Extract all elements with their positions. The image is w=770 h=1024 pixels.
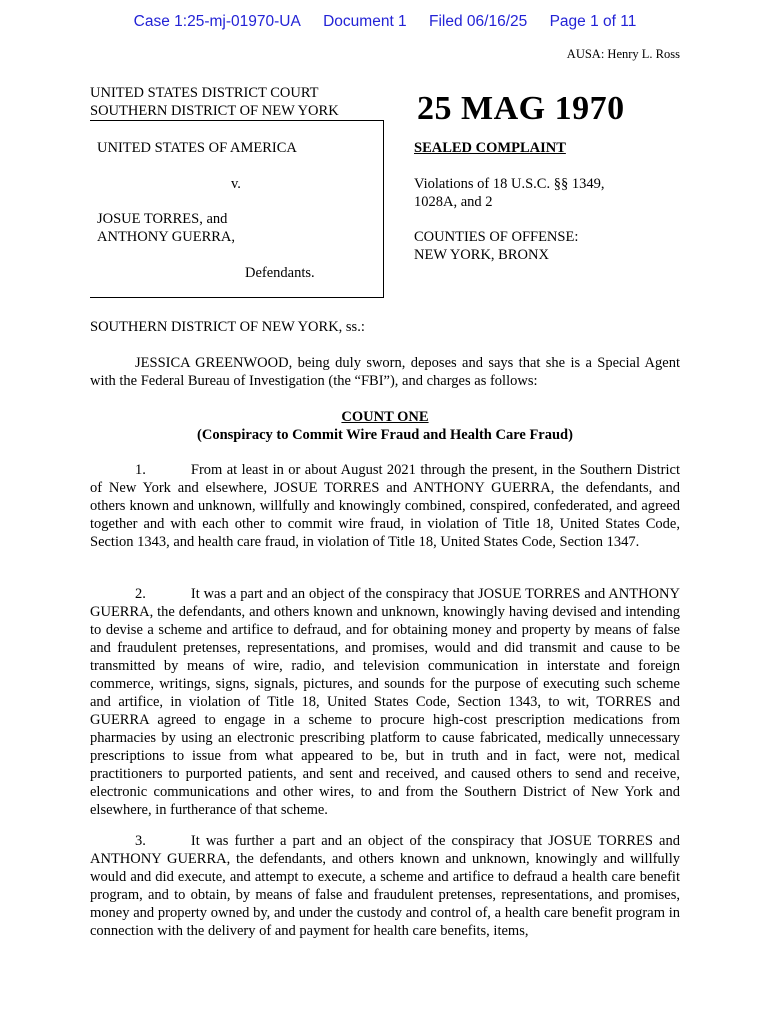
intro-paragraph: JESSICA GREENWOOD, being duly sworn, deposes and says that she is a Special Agent with the Federal Bureau of Investigation (the “FBI”), and charges as follows: (90, 355, 680, 389)
paragraph-3 (90, 832, 680, 940)
paragraph-text: It was a part and an object of the conspiracy that JOSUE TORRES and ANTHONY GUERRA, the defendants, and others known and unknown, knowingly having devised and intending to devise a scheme and artifice to defraud, and for obtaining money and property by means of false and fraudulent pretenses, representations, and promises, would and did transmit and cause to be transmitted by means of wire, radio, and television communication in interstate and foreign commerce, writings, signs, signals, pictures, and sounds for the purpose of executing such scheme and artifice, in violation of Title 18, United States Code, Section 1343, to wit, TORRES and GUERRA agreed to engage in a scheme to procure high-cost prescription medications from pharmacies by using an electronic prescribing platform to cause fabricated, medically unnecessary prescriptions to issue from what appeared to be, but in truth and in fact, were not, medical practitioners to purported patients, and sent and received, and caused others to send and receive, electronic communications and other wires, to and from the Southern District of New York and elsewhere, in furtherance of that scheme. (90, 586, 680, 818)
counties-value: NEW YORK, BRONX (414, 247, 549, 263)
violations (414, 175, 604, 211)
magistrate-stamp: 25 MAG 1970 (417, 90, 625, 127)
court-name (90, 84, 339, 120)
versus: v. (231, 176, 241, 192)
case-number: Case 1:25-mj-01970-UA (133, 13, 301, 30)
defendant-1: JOSUE TORRES, and (97, 211, 228, 227)
defendants-label: Defendants. (245, 265, 315, 281)
count-subtitle: (Conspiracy to Commit Wire Fraud and Health Care Fraud) (197, 427, 573, 443)
court-line-2: SOUTHERN DISTRICT OF NEW YORK (90, 103, 339, 119)
counties-label: COUNTIES OF OFFENSE: (414, 229, 579, 245)
defendant-2: ANTHONY GUERRA, (97, 229, 236, 245)
page-number: Page 1 of 11 (549, 13, 637, 30)
paragraph-2 (90, 585, 680, 819)
paragraph-text: From at least in or about August 2021 through the present, in the Southern District of New York and elsewhere, JOSUE TORRES and ANTHONY GUERRA, the defendants, and others known and unknown, willfully and knowingly combined, conspired, confederated, and agreed together and with each other to commit wire fraud, in violation of Title 18, United States Code, Section 1343, and health care fraud, in violation of Title 18, United States Code, Section 1347. (90, 462, 680, 550)
count-title: COUNT ONE (341, 409, 429, 425)
paragraph-text: It was further a part and an object of the conspiracy that JOSUE TORRES and ANTHONY GUERRA, the defendants, and others known and unknown, knowingly and willfully would and did execute, and attempt to execute, a scheme and artifice to defraud a health care benefit program, and to obtain, by means of false and fraudulent pretenses, representations, and promises, money and property owned by, and under the custody and control of, a health care benefit program in connection with the delivery of and payment for health care benefits, items, (90, 833, 680, 939)
filing-header (0, 13, 770, 31)
venue: SOUTHERN DISTRICT OF NEW YORK, ss.: (90, 319, 365, 335)
paragraph-number: 1. (135, 462, 146, 478)
document-number: Document 1 (323, 13, 407, 30)
violations-line-2: 1028A, and 2 (414, 194, 493, 210)
filed-date: Filed 06/16/25 (429, 13, 528, 30)
paragraph-1 (90, 461, 680, 551)
sealed-complaint-title: SEALED COMPLAINT (414, 140, 566, 156)
paragraph-number: 3. (135, 833, 146, 849)
counties (414, 228, 578, 264)
ausa-line: AUSA: Henry L. Ross (566, 47, 680, 61)
violations-line-1: Violations of 18 U.S.C. §§ 1349, (414, 176, 605, 192)
plaintiff: UNITED STATES OF AMERICA (97, 140, 297, 156)
court-line-1: UNITED STATES DISTRICT COURT (90, 85, 319, 101)
count-heading (90, 408, 680, 444)
paragraph-number: 2. (135, 586, 146, 602)
